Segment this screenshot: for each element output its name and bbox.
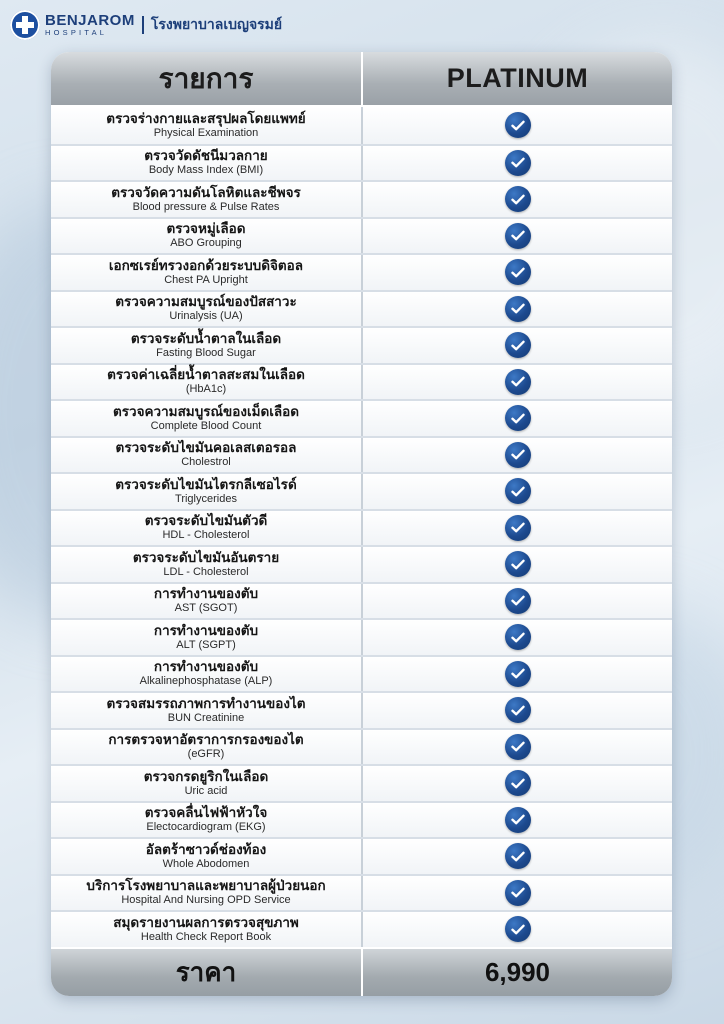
check-circle-icon xyxy=(505,296,531,322)
included-cell xyxy=(363,401,672,436)
item-english: Urinalysis (UA) xyxy=(169,310,243,323)
included-cell xyxy=(363,693,672,728)
check-circle-icon xyxy=(505,697,531,723)
table-row xyxy=(51,801,672,838)
item-cell xyxy=(51,766,363,801)
included-cell xyxy=(363,547,672,582)
item-cell xyxy=(51,839,363,874)
item-cell xyxy=(51,584,363,619)
item-thai: ตรวจระดับไขมันอันตราย xyxy=(132,549,280,566)
check-circle-icon xyxy=(505,624,531,650)
item-thai: ตรวจระดับไขมันไตรกลีเซอไรด์ xyxy=(115,476,297,493)
included-cell xyxy=(363,255,672,290)
item-thai: ตรวจกรดยูริกในเลือด xyxy=(143,768,269,785)
item-thai: บริการโรงพยาบาลและพยาบาลผู้ป่วยนอก xyxy=(86,878,326,895)
item-english: BUN Creatinine xyxy=(167,711,245,724)
item-thai: ตรวจสมรรถภาพการทำงานของไต xyxy=(106,695,306,712)
check-circle-icon xyxy=(505,112,531,138)
check-circle-icon xyxy=(505,332,531,358)
item-english: Alkalinephosphatase (ALP) xyxy=(139,675,273,688)
column-header-item: รายการ xyxy=(51,52,361,105)
table-row xyxy=(51,910,672,947)
item-english: Physical Examination xyxy=(153,126,259,139)
item-cell xyxy=(51,730,363,765)
item-english: ALT (SGPT) xyxy=(176,638,236,651)
included-cell xyxy=(363,766,672,801)
item-thai: ตรวจหมู่เลือด xyxy=(166,221,246,238)
included-cell xyxy=(363,292,672,327)
included-cell xyxy=(363,584,672,619)
item-cell xyxy=(51,511,363,546)
brand-name: BENJAROM xyxy=(45,12,135,30)
item-thai: ตรวจคลื่นไฟฟ้าหัวใจ xyxy=(144,805,268,822)
brand-subtitle: HOSPITAL xyxy=(45,28,108,38)
check-circle-icon xyxy=(505,661,531,687)
item-thai: การตรวจหาอัตราการกรองของไต xyxy=(108,732,304,749)
item-cell xyxy=(51,657,363,692)
item-english: Complete Blood Count xyxy=(150,419,262,432)
price-label: ราคา xyxy=(51,949,361,996)
item-cell xyxy=(51,255,363,290)
item-cell xyxy=(51,438,363,473)
item-english: Hospital And Nursing OPD Service xyxy=(121,894,291,907)
item-english: Health Check Report Book xyxy=(140,930,272,943)
item-thai: ตรวจระดับน้ำตาลในเลือด xyxy=(130,330,282,347)
table-row xyxy=(51,253,672,290)
item-english: Blood pressure & Pulse Rates xyxy=(132,200,280,213)
item-thai: การทำงานของตับ xyxy=(153,586,259,603)
item-english: AST (SGOT) xyxy=(174,602,238,615)
item-thai: ตรวจค่าเฉลี่ยน้ำตาลสะสมในเลือด xyxy=(107,367,305,384)
check-circle-icon xyxy=(505,551,531,577)
table-row xyxy=(51,764,672,801)
table-row xyxy=(51,691,672,728)
check-circle-icon xyxy=(505,807,531,833)
item-cell xyxy=(51,620,363,655)
table-row xyxy=(51,728,672,765)
included-cell xyxy=(363,730,672,765)
item-english: Cholestrol xyxy=(181,456,231,469)
included-cell xyxy=(363,365,672,400)
table-row xyxy=(51,837,672,874)
included-cell xyxy=(363,620,672,655)
item-english: Fasting Blood Sugar xyxy=(156,346,256,359)
hospital-cross-logo xyxy=(10,10,40,40)
item-cell xyxy=(51,219,363,254)
check-circle-icon xyxy=(505,150,531,176)
item-cell xyxy=(51,401,363,436)
item-cell xyxy=(51,365,363,400)
table-row xyxy=(51,582,672,619)
check-circle-icon xyxy=(505,770,531,796)
included-cell xyxy=(363,912,672,947)
table-row xyxy=(51,472,672,509)
item-thai: เอกซเรย์ทรวงอกด้วยระบบดิจิตอล xyxy=(108,257,304,274)
included-cell xyxy=(363,876,672,911)
item-cell xyxy=(51,474,363,509)
table-row xyxy=(51,180,672,217)
item-cell xyxy=(51,146,363,181)
check-circle-icon xyxy=(505,442,531,468)
table-row xyxy=(51,399,672,436)
item-english: LDL - Cholesterol xyxy=(163,565,249,578)
item-thai: การทำงานของตับ xyxy=(153,622,259,639)
item-thai: ตรวจวัดดัชนีมวลกาย xyxy=(144,148,268,165)
item-thai: สมุดรายงานผลการตรวจสุขภาพ xyxy=(113,914,299,931)
table-row xyxy=(51,655,672,692)
item-english: (HbA1c) xyxy=(185,383,227,396)
table-row xyxy=(51,217,672,254)
item-english: Whole Abodomen xyxy=(162,857,250,870)
item-thai: ตรวจวัดความดันโลหิตและชีพจร xyxy=(111,184,301,201)
item-cell xyxy=(51,107,363,144)
table-row xyxy=(51,363,672,400)
item-thai: ตรวจระดับไขมันคอเลสเตอรอล xyxy=(115,440,297,457)
check-circle-icon xyxy=(505,515,531,541)
table-row xyxy=(51,545,672,582)
item-english: HDL - Cholesterol xyxy=(162,529,250,542)
table-row xyxy=(51,618,672,655)
table-row xyxy=(51,509,672,546)
included-cell xyxy=(363,182,672,217)
included-cell xyxy=(363,219,672,254)
item-cell xyxy=(51,328,363,363)
item-cell xyxy=(51,182,363,217)
check-circle-icon xyxy=(505,734,531,760)
item-english: Electocardiogram (EKG) xyxy=(146,821,266,834)
check-circle-icon xyxy=(505,405,531,431)
item-english: Chest PA Upright xyxy=(164,273,248,286)
header-divider xyxy=(142,16,144,34)
table-row xyxy=(51,326,672,363)
item-english: Triglycerides xyxy=(175,492,237,505)
item-english: ABO Grouping xyxy=(170,237,242,250)
included-cell xyxy=(363,657,672,692)
included-cell xyxy=(363,146,672,181)
item-thai: ตรวจร่างกายและสรุปผลโดยแพทย์ xyxy=(106,110,306,127)
item-thai: ตรวจความสมบูรณ์ของปัสสาวะ xyxy=(115,294,297,311)
table-row xyxy=(51,436,672,473)
item-cell xyxy=(51,803,363,838)
table-body xyxy=(51,107,672,947)
table-row xyxy=(51,144,672,181)
check-circle-icon xyxy=(505,223,531,249)
item-english: (eGFR) xyxy=(187,748,225,761)
item-english: Body Mass Index (BMI) xyxy=(148,164,264,177)
table-row xyxy=(51,290,672,327)
brand-block xyxy=(45,13,135,37)
check-circle-icon xyxy=(505,259,531,285)
hospital-header xyxy=(10,9,282,41)
item-english: Uric acid xyxy=(184,784,228,797)
table-header xyxy=(51,52,672,105)
column-header-package: PLATINUM xyxy=(363,52,672,105)
check-circle-icon xyxy=(505,478,531,504)
item-thai: การทำงานของตับ xyxy=(153,659,259,676)
check-circle-icon xyxy=(505,916,531,942)
table-footer xyxy=(51,949,672,996)
check-circle-icon xyxy=(505,369,531,395)
check-circle-icon xyxy=(505,880,531,906)
included-cell xyxy=(363,328,672,363)
hospital-thai-name: โรงพยาบาลเบญจรมย์ xyxy=(150,17,283,33)
check-circle-icon xyxy=(505,843,531,869)
price-value: 6,990 xyxy=(363,949,672,996)
item-thai: ตรวจระดับไขมันตัวดี xyxy=(144,513,268,530)
item-cell xyxy=(51,292,363,327)
item-cell xyxy=(51,912,363,947)
included-cell xyxy=(363,839,672,874)
item-cell xyxy=(51,876,363,911)
item-thai: อัลตร้าซาวด์ช่องท้อง xyxy=(145,841,267,858)
included-cell xyxy=(363,803,672,838)
included-cell xyxy=(363,511,672,546)
table-row xyxy=(51,874,672,911)
package-table xyxy=(51,52,672,996)
included-cell xyxy=(363,438,672,473)
check-circle-icon xyxy=(505,588,531,614)
included-cell xyxy=(363,107,672,144)
table-row xyxy=(51,107,672,144)
included-cell xyxy=(363,474,672,509)
item-cell xyxy=(51,547,363,582)
check-circle-icon xyxy=(505,186,531,212)
item-thai: ตรวจความสมบูรณ์ของเม็ดเลือด xyxy=(112,403,300,420)
item-cell xyxy=(51,693,363,728)
